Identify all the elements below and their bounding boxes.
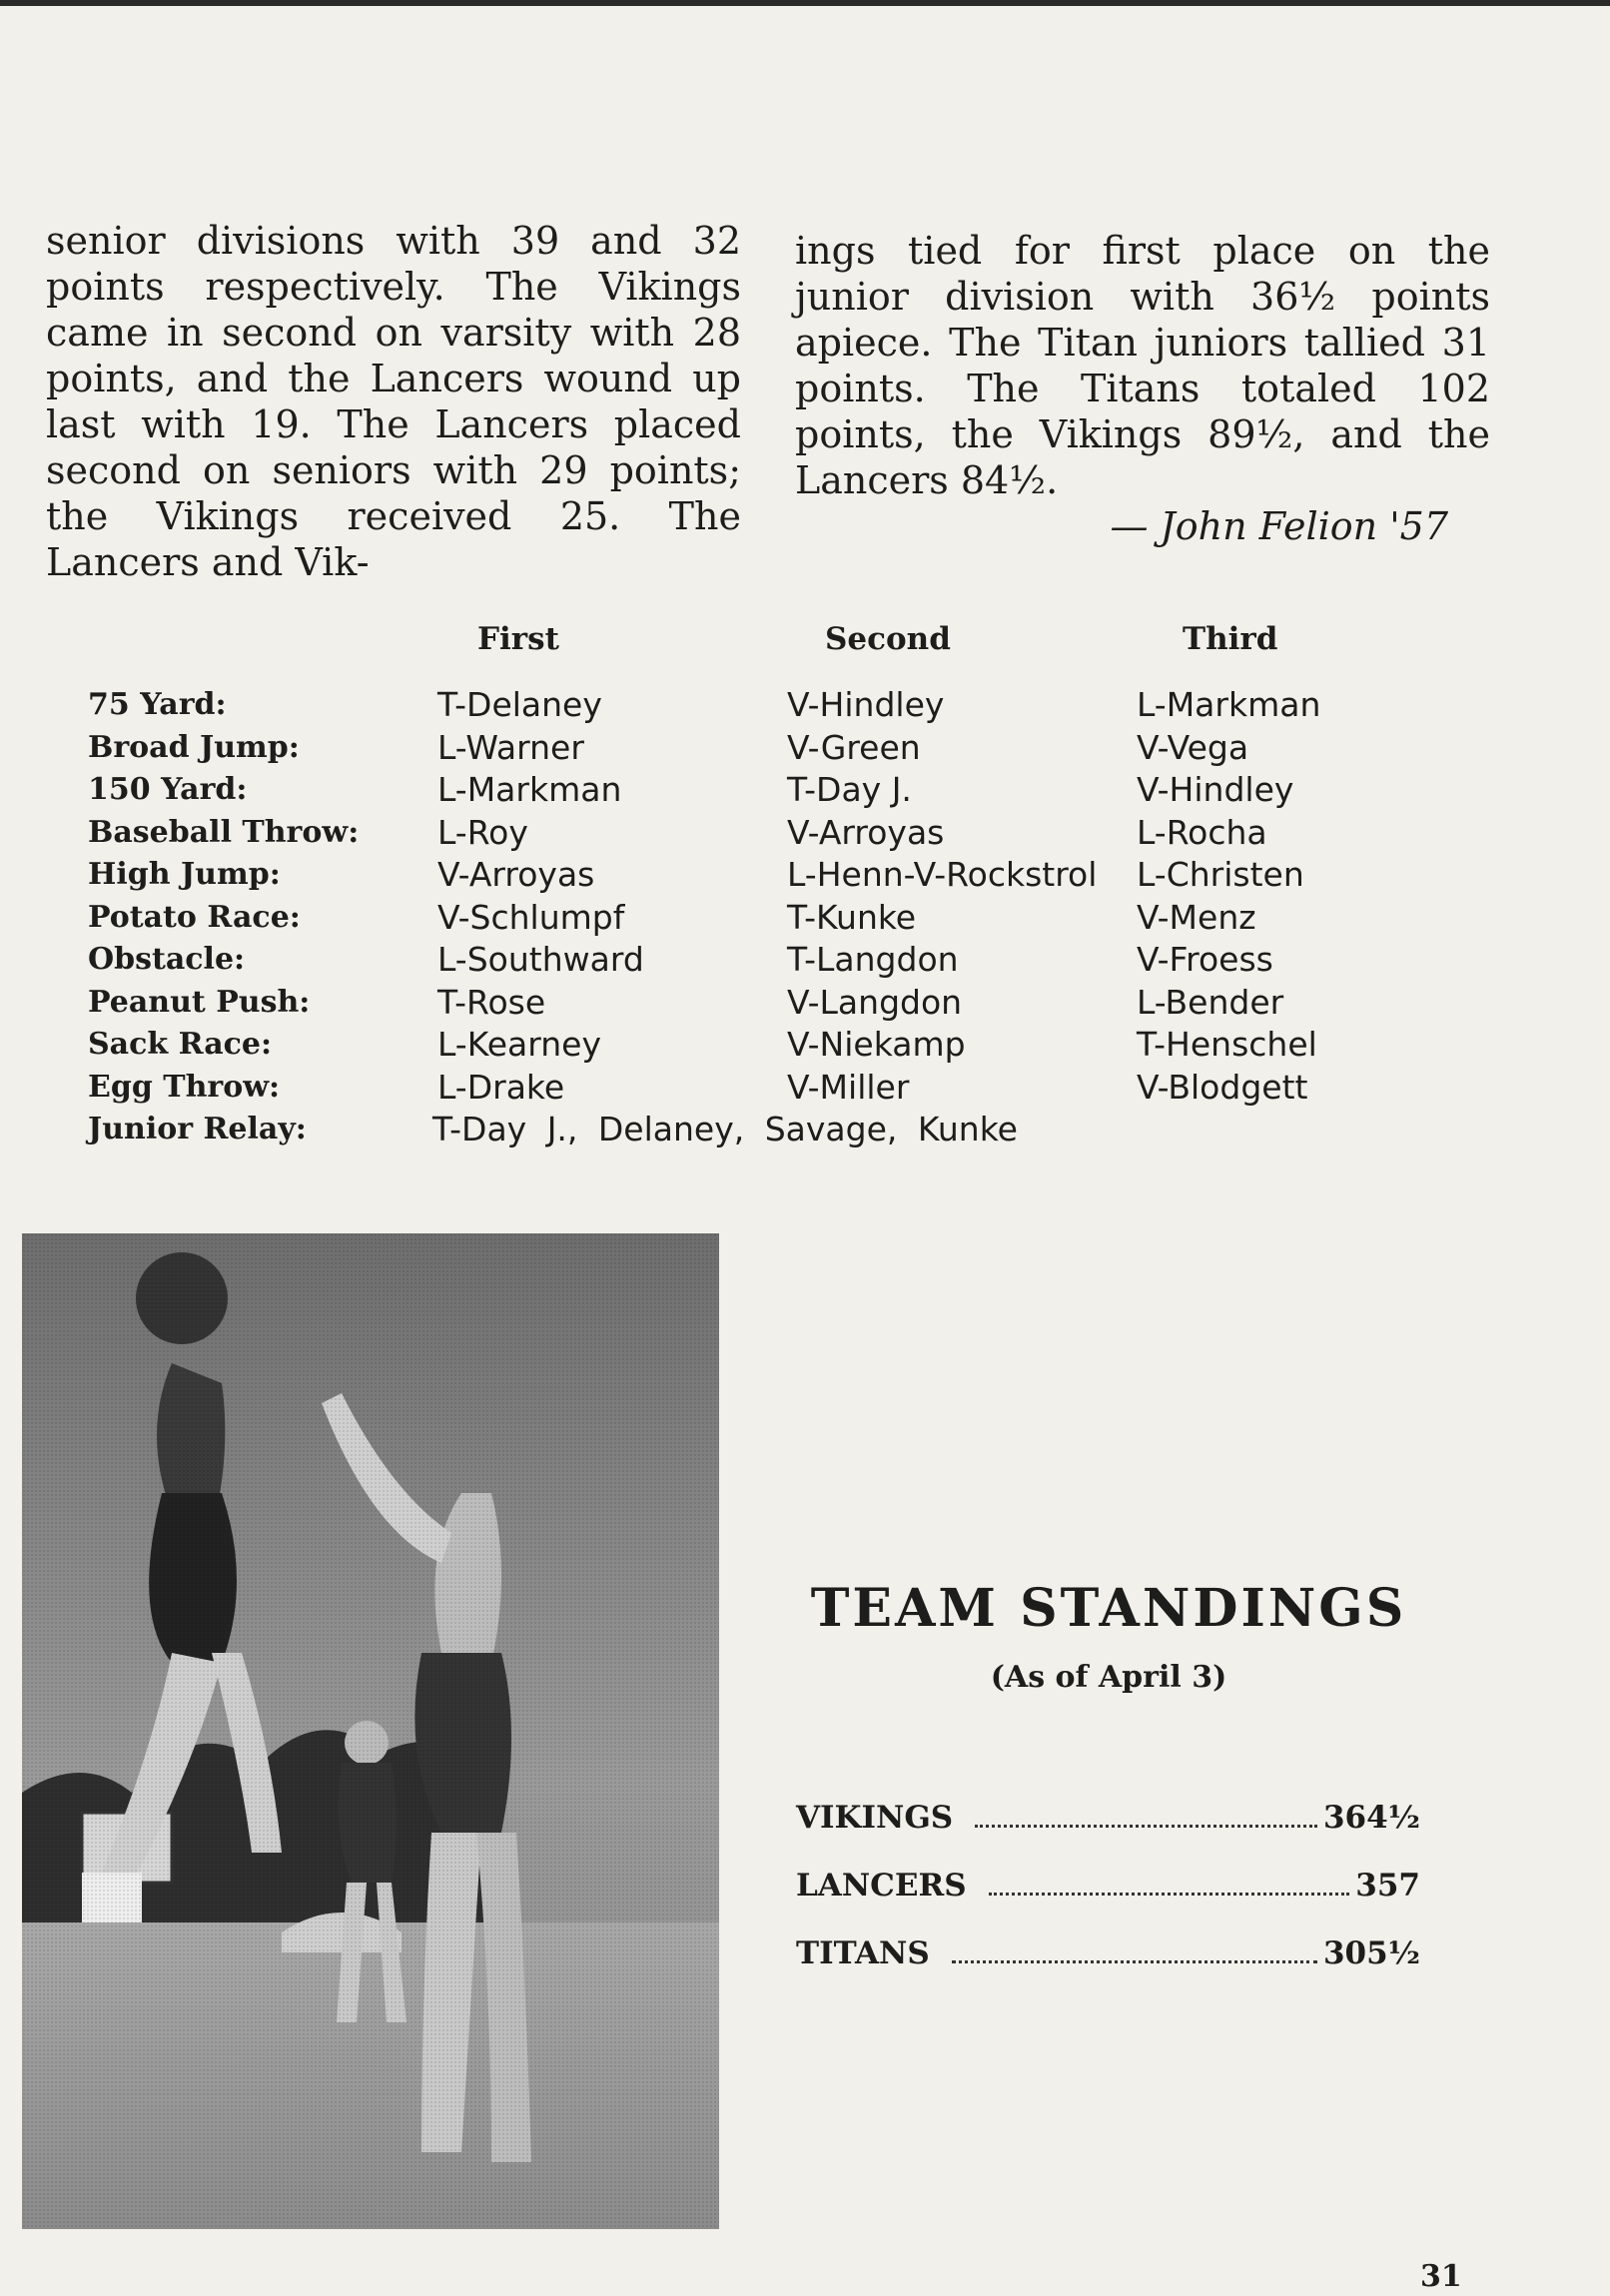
second-place: V-Green — [787, 727, 921, 767]
standing-row — [796, 1800, 1420, 1836]
second-place: T-Kunke — [787, 897, 917, 937]
header-third: Third — [1183, 621, 1278, 657]
first-place: L-Kearney — [437, 1025, 601, 1064]
relay-result: T-Day J., Delaney, Savage, Kunke — [432, 1110, 1018, 1148]
third-place: T-Henschel — [1137, 1025, 1317, 1064]
third-place: V-Hindley — [1137, 770, 1294, 809]
article-right-column — [795, 228, 1490, 503]
third-place: V-Froess — [1137, 940, 1273, 979]
event-name: Junior Relay: — [88, 1112, 307, 1147]
event-name: Broad Jump: — [88, 729, 300, 765]
third-place: L-Christen — [1137, 855, 1304, 894]
third-place: V-Vega — [1137, 727, 1249, 767]
third-place: L-Rocha — [1137, 812, 1267, 852]
first-place: L-Southward — [437, 940, 644, 979]
third-place: V-Menz — [1137, 897, 1256, 937]
event-name: Peanut Push: — [88, 984, 311, 1020]
event-name: Baseball Throw: — [88, 814, 360, 850]
article-text-left: senior divisions with 39 and 32 points respectively. The Vikings came in second on varsity with 28 points, and the Lancers wound up last with 19. The Lancers placed second on seniors with 29 points; the Vikings received 25. The Lancers and Vik- — [46, 219, 741, 584]
team-name: TITANS — [796, 1935, 930, 1971]
event-name: High Jump: — [88, 857, 281, 892]
second-place: T-Langdon — [787, 940, 959, 979]
event-name: Potato Race: — [88, 899, 301, 935]
article-text-right: ings tied for first place on the junior division with 36½ points apiece. The Titan juniors tallied 31 points. The Titans totaled 102 points, the Vikings 89½, and the Lancers 84½. — [795, 229, 1490, 502]
second-place: L-Henn-V-Rockstrol — [787, 855, 1098, 894]
first-place: V-Schlumpf — [437, 897, 625, 937]
byline: — John Felion '57 — [1110, 504, 1448, 548]
header-second: Second — [825, 621, 951, 657]
third-place: L-Bender — [1137, 982, 1284, 1022]
first-place: L-Drake — [437, 1067, 565, 1107]
team-name: LANCERS — [796, 1868, 967, 1904]
first-place: V-Arroyas — [437, 855, 595, 894]
dot-leader — [975, 1825, 1317, 1828]
event-name: 150 Yard: — [88, 772, 248, 807]
second-place: V-Langdon — [787, 982, 963, 1022]
top-border — [0, 0, 1610, 6]
first-place: L-Markman — [437, 770, 622, 809]
standing-row — [796, 1868, 1420, 1904]
first-place: T-Rose — [437, 982, 546, 1022]
second-place: V-Niekamp — [787, 1025, 966, 1064]
event-name: 75 Yard: — [88, 687, 227, 722]
dot-leader — [952, 1960, 1317, 1963]
event-name: Obstacle: — [88, 942, 246, 977]
header-first: First — [477, 621, 559, 657]
event-name: Sack Race: — [88, 1027, 273, 1062]
dot-leader — [989, 1893, 1350, 1896]
second-place: V-Miller — [787, 1067, 910, 1107]
first-place: L-Warner — [437, 727, 584, 767]
standing-row — [796, 1935, 1420, 1971]
second-place: V-Hindley — [787, 685, 945, 724]
team-points: 364½ — [1322, 1800, 1420, 1836]
first-place: L-Roy — [437, 812, 528, 852]
team-points: 357 — [1355, 1868, 1420, 1904]
standings-subtitle: (As of April 3) — [990, 1660, 1227, 1695]
article-left-column — [46, 218, 741, 585]
second-place: V-Arroyas — [787, 812, 945, 852]
standings-title: TEAM STANDINGS — [810, 1578, 1407, 1639]
first-place: T-Delaney — [437, 685, 602, 724]
page-number: 31 — [1420, 2259, 1462, 2294]
team-points: 305½ — [1322, 1935, 1420, 1971]
third-place: L-Markman — [1137, 685, 1321, 724]
basketball-photo — [22, 1233, 719, 2229]
third-place: V-Blodgett — [1137, 1067, 1308, 1107]
second-place: T-Day J. — [787, 770, 912, 809]
event-name: Egg Throw: — [88, 1069, 281, 1105]
team-name: VIKINGS — [796, 1800, 954, 1836]
